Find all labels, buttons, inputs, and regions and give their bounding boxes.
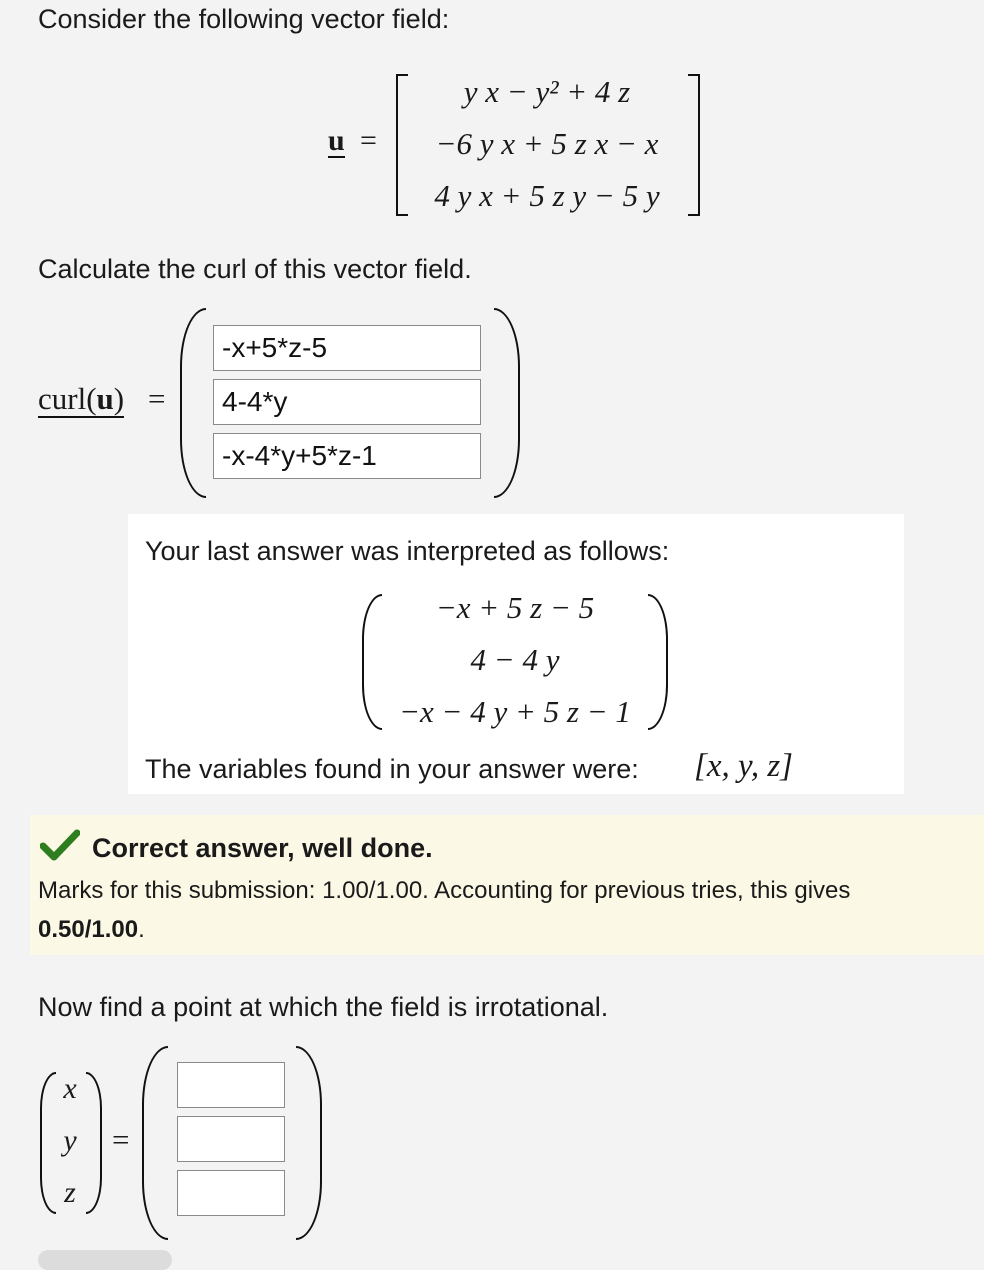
point-var-z: z	[64, 1176, 76, 1209]
field-component-3: 4 y x + 5 z y − 5 y	[434, 178, 660, 213]
point-x-input[interactable]	[177, 1062, 285, 1108]
validation-variables-list: [x, y, z]	[694, 748, 793, 784]
feedback-marks-total: 0.50/1.00.	[38, 916, 145, 943]
curl-answer-3-input[interactable]	[213, 433, 481, 479]
point-equals: =	[112, 1122, 130, 1157]
field-label: u	[328, 124, 345, 157]
question-intro: Consider the following vector field:	[38, 4, 450, 34]
validation-variables-text: The variables found in your answer were:	[145, 754, 639, 784]
curl-equals: =	[148, 381, 166, 416]
curl-prompt: Calculate the curl of this vector field.	[38, 254, 472, 284]
point-right-paren	[296, 1046, 322, 1240]
curl-right-paren	[494, 308, 520, 498]
curl-label: curl(u)	[38, 381, 125, 416]
feedback-status: Correct answer, well done.	[92, 833, 433, 863]
curl-answer-1-input[interactable]	[213, 325, 481, 371]
validation-component-2: 4 − 4 y	[470, 642, 560, 677]
point-y-input[interactable]	[177, 1116, 285, 1162]
curl-left-paren	[180, 308, 206, 498]
point-z-input[interactable]	[177, 1170, 285, 1216]
validation-component-1: −x + 5 z − 5	[435, 590, 595, 625]
field-component-2: −6 y x + 5 z x − x	[435, 126, 659, 161]
point-var-y: y	[63, 1124, 77, 1157]
feedback-marks-line: Marks for this submission: 1.00/1.00. Accounting for previous tries, this gives	[38, 877, 851, 904]
point-left-paren	[142, 1046, 168, 1240]
point-var-x: x	[63, 1072, 77, 1105]
checkmark-icon	[40, 829, 80, 861]
check-button[interactable]	[38, 1250, 172, 1270]
curl-answer-2-input[interactable]	[213, 379, 481, 425]
field-component-1: y x − y² + 4 z	[463, 74, 631, 109]
validation-component-3: −x − 4 y + 5 z − 1	[399, 694, 631, 729]
field-right-bracket	[688, 74, 700, 216]
validation-box	[128, 514, 904, 794]
field-equals: =	[360, 124, 377, 157]
correct-feedback-box	[30, 815, 984, 955]
validation-heading: Your last answer was interpreted as follows:	[145, 536, 670, 566]
part2-prompt: Now find a point at which the field is irrotational.	[38, 992, 609, 1022]
